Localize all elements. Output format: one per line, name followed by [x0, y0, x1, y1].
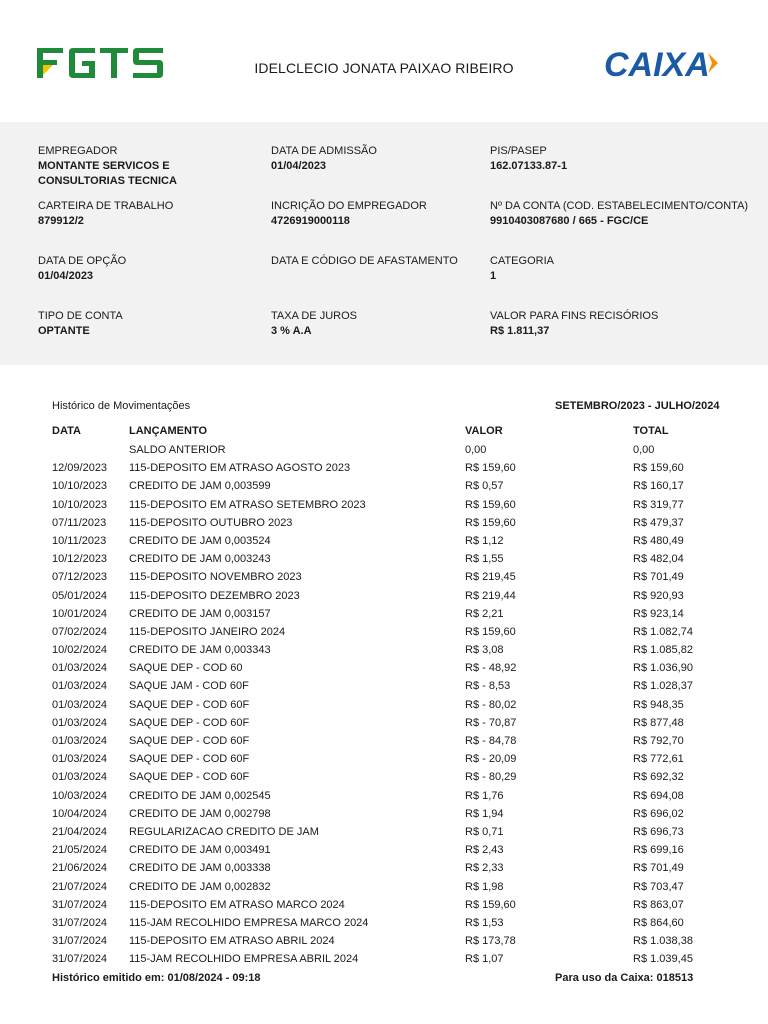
row-entry: SAQUE DEP - COD 60F — [129, 716, 250, 729]
row-total: R$ 1.038,38 — [633, 935, 693, 948]
row-date: 10/10/2023 — [52, 498, 108, 511]
document-header — [0, 0, 768, 122]
row-total: R$ 692,32 — [633, 771, 684, 784]
account-type-field: TIPO DE CONTA OPTANTE — [38, 310, 123, 337]
column-header-entry: LANÇAMENTO — [129, 425, 208, 437]
row-value: R$ 219,44 — [465, 589, 516, 602]
row-total: R$ 699,16 — [633, 844, 684, 857]
history-title: Histórico de Movimentações — [52, 400, 191, 412]
table-row — [0, 534, 768, 552]
row-value: R$ - 48,92 — [465, 662, 517, 675]
row-entry: CREDITO DE JAM 0,003243 — [129, 553, 271, 566]
row-entry: 115-DEPOSITO EM ATRASO ABRIL 2024 — [129, 935, 335, 948]
row-entry: CREDITO DE JAM 0,002798 — [129, 807, 271, 820]
account-holder-name: IDELCLECIO JONATA PAIXAO RIBEIRO — [254, 60, 514, 76]
account-number-field: Nº DA CONTA (COD. ESTABELECIMENTO/CONTA) 9910403087680 / 665 - FGC/CE — [490, 200, 749, 227]
row-total: R$ 701,49 — [633, 571, 684, 584]
table-row — [0, 734, 768, 752]
emission-timestamp: Histórico emitido em: 01/08/2024 - 09:18 — [52, 972, 261, 984]
column-header-date: DATA — [52, 425, 81, 437]
row-total: 0,00 — [633, 444, 655, 456]
row-total: R$ 159,60 — [633, 462, 684, 475]
caixa-use-code: Para uso da Caixa: 018513 — [555, 972, 694, 984]
row-value: R$ - 80,02 — [465, 698, 517, 711]
table-row — [0, 498, 768, 516]
row-total: R$ 694,08 — [633, 789, 684, 802]
table-row — [0, 898, 768, 916]
row-value: R$ 159,60 — [465, 498, 516, 511]
row-date: 07/12/2023 — [52, 571, 108, 584]
interest-rate-field: TAXA DE JUROS 3 % A.A — [271, 310, 357, 337]
table-row — [0, 843, 768, 861]
row-date: 10/02/2024 — [52, 644, 108, 657]
history-period: SETEMBRO/2023 - JULHO/2024 — [555, 400, 720, 412]
row-entry: 115-JAM RECOLHIDO EMPRESA ABRIL 2024 — [129, 953, 359, 966]
row-date: 31/07/2024 — [52, 916, 108, 929]
row-date: 01/03/2024 — [52, 753, 108, 766]
table-row — [0, 461, 768, 479]
table-row — [0, 661, 768, 679]
row-date: 31/07/2024 — [52, 935, 108, 948]
table-row — [0, 825, 768, 843]
row-date: 10/12/2023 — [52, 553, 108, 566]
employer-registration-field: INCRIÇÃO DO EMPREGADOR 4726919000118 — [271, 200, 427, 227]
row-date: 21/06/2024 — [52, 862, 108, 875]
row-total: R$ 319,77 — [633, 498, 684, 511]
table-row — [0, 752, 768, 770]
row-value: R$ - 70,87 — [465, 716, 517, 729]
caixa-logo-text: CAIXA — [604, 47, 710, 79]
row-total: R$ 479,37 — [633, 516, 684, 529]
row-entry: SAQUE DEP - COD 60F — [129, 735, 250, 747]
row-value: R$ 1,98 — [465, 880, 504, 893]
row-total: R$ 923,14 — [633, 607, 684, 620]
row-value: R$ - 8,53 — [465, 680, 511, 693]
row-entry: 115-DEPOSITO EM ATRASO MARCO 2024 — [129, 898, 345, 911]
row-entry: REGULARIZACAO CREDITO DE JAM — [129, 825, 319, 838]
row-value: R$ 219,45 — [465, 571, 516, 584]
row-date: 01/03/2024 — [52, 735, 108, 747]
table-row — [0, 443, 768, 461]
row-total: R$ 864,60 — [633, 916, 684, 929]
table-row — [0, 570, 768, 588]
row-total: R$ 482,04 — [633, 553, 684, 566]
table-row — [0, 716, 768, 734]
row-entry: 115-DEPOSITO JANEIRO 2024 — [129, 625, 286, 638]
row-date: 21/04/2024 — [52, 825, 108, 838]
row-entry: 115-DEPOSITO EM ATRASO SETEMBRO 2023 — [129, 498, 366, 511]
row-entry: SAQUE DEP - COD 60 — [129, 662, 243, 675]
row-entry: CREDITO DE JAM 0,003599 — [129, 480, 271, 493]
employer-value: MONTANTE SERVICOS E CONSULTORIAS TECNICA — [38, 160, 177, 187]
row-value: R$ 159,60 — [465, 898, 516, 911]
row-value: R$ 1,12 — [465, 534, 504, 547]
row-total: R$ 1.028,37 — [633, 680, 693, 693]
caixa-logo — [604, 47, 740, 79]
employer-field: EMPREGADOR MONTANTE SERVICOS E CONSULTORIAS TECNICA — [38, 144, 258, 189]
row-value: R$ 2,21 — [465, 607, 504, 620]
row-value: R$ - 84,78 — [465, 735, 517, 747]
table-row — [0, 552, 768, 570]
row-date: 31/07/2024 — [52, 953, 108, 966]
row-total: R$ 920,93 — [633, 589, 684, 602]
table-row — [0, 479, 768, 497]
column-header-total: TOTAL — [633, 425, 669, 437]
row-entry: 115-DEPOSITO DEZEMBRO 2023 — [129, 589, 300, 602]
row-total: R$ 948,35 — [633, 698, 684, 711]
row-value: R$ 2,43 — [465, 844, 504, 857]
table-row — [0, 916, 768, 934]
row-total: R$ 1.082,74 — [633, 625, 693, 638]
table-row — [0, 607, 768, 625]
row-total: R$ 1.039,45 — [633, 953, 693, 966]
row-date: 05/01/2024 — [52, 589, 108, 602]
row-total: R$ 792,70 — [633, 735, 684, 747]
row-value: R$ 2,33 — [465, 862, 504, 875]
account-info-panel — [0, 122, 768, 365]
row-value: R$ 1,55 — [465, 553, 504, 566]
row-entry: SAQUE DEP - COD 60F — [129, 771, 250, 784]
row-entry: CREDITO DE JAM 0,002545 — [129, 789, 271, 802]
row-entry: CREDITO DE JAM 0,003343 — [129, 644, 271, 657]
row-total: R$ 696,02 — [633, 807, 684, 820]
row-entry: CREDITO DE JAM 0,003491 — [129, 844, 271, 857]
row-value: R$ 0,71 — [465, 825, 504, 838]
table-row — [0, 770, 768, 788]
row-entry: 115-JAM RECOLHIDO EMPRESA MARCO 2024 — [129, 916, 369, 929]
row-entry: 115-DEPOSITO EM ATRASO AGOSTO 2023 — [129, 462, 351, 475]
row-value: R$ - 20,09 — [465, 753, 517, 766]
row-total: R$ 1.036,90 — [633, 662, 693, 675]
row-date: 10/04/2024 — [52, 807, 108, 820]
work-card-field: CARTEIRA DE TRABALHO 879912/2 — [38, 200, 174, 227]
row-entry: 115-DEPOSITO OUTUBRO 2023 — [129, 516, 293, 529]
row-value: R$ 3,08 — [465, 644, 504, 657]
table-row — [0, 880, 768, 898]
table-row — [0, 589, 768, 607]
row-entry: CREDITO DE JAM 0,003338 — [129, 862, 271, 875]
table-row — [0, 698, 768, 716]
row-date: 07/02/2024 — [52, 625, 108, 638]
row-date: 10/01/2024 — [52, 607, 108, 620]
table-row — [0, 934, 768, 952]
row-value: R$ 1,76 — [465, 789, 504, 802]
table-row — [0, 516, 768, 534]
row-date: 01/03/2024 — [52, 771, 108, 784]
row-entry: CREDITO DE JAM 0,003157 — [129, 607, 271, 620]
table-row — [0, 625, 768, 643]
row-total: R$ 863,07 — [633, 898, 684, 911]
row-date: 01/03/2024 — [52, 698, 108, 711]
row-entry: SAQUE DEP - COD 60F — [129, 753, 250, 766]
termination-value-field: VALOR PARA FINS RECISÓRIOS R$ 1.811,37 — [490, 310, 659, 337]
row-value: 0,00 — [465, 444, 487, 456]
row-entry: CREDITO DE JAM 0,002832 — [129, 880, 271, 893]
row-value: R$ 0,57 — [465, 480, 504, 493]
option-date-field: DATA DE OPÇÃO 01/04/2023 — [38, 255, 127, 282]
pis-pasep-field: PIS/PASEP 162.07133.87-1 — [490, 145, 568, 172]
row-total: R$ 701,49 — [633, 862, 684, 875]
row-value: R$ 1,07 — [465, 953, 504, 966]
admission-date-field: DATA DE ADMISSÃO 01/04/2023 — [271, 145, 377, 172]
row-date: 01/03/2024 — [52, 680, 108, 693]
row-value: R$ 1,53 — [465, 916, 504, 929]
row-entry: SALDO ANTERIOR — [129, 444, 226, 456]
row-value: R$ 1,94 — [465, 807, 504, 820]
row-date: 10/11/2023 — [52, 534, 107, 547]
row-date: 21/07/2024 — [52, 880, 108, 893]
table-row — [0, 861, 768, 879]
row-total: R$ 877,48 — [633, 716, 684, 729]
row-entry: SAQUE JAM - COD 60F — [129, 680, 249, 693]
table-row — [0, 952, 768, 970]
row-date: 10/10/2023 — [52, 480, 108, 493]
row-total: R$ 703,47 — [633, 880, 684, 893]
row-value: R$ 159,60 — [465, 625, 516, 638]
row-value: R$ 173,78 — [465, 935, 516, 948]
row-date: 21/05/2024 — [52, 844, 108, 857]
table-row — [0, 679, 768, 697]
row-date: 07/11/2023 — [52, 516, 107, 529]
row-entry: CREDITO DE JAM 0,003524 — [129, 534, 271, 547]
row-entry: 115-DEPOSITO NOVEMBRO 2023 — [129, 571, 302, 584]
row-total: R$ 696,73 — [633, 825, 684, 838]
leave-date-code-field: DATA E CÓDIGO DE AFASTAMENTO — [271, 255, 458, 267]
table-row — [0, 789, 768, 807]
row-total: R$ 772,61 — [633, 753, 684, 766]
row-value: R$ 159,60 — [465, 516, 516, 529]
row-date: 31/07/2024 — [52, 898, 108, 911]
row-total: R$ 480,49 — [633, 534, 684, 547]
row-value: R$ 159,60 — [465, 462, 516, 475]
row-entry: SAQUE DEP - COD 60F — [129, 698, 250, 711]
row-date: 01/03/2024 — [52, 716, 108, 729]
table-row — [0, 807, 768, 825]
history-table-body — [0, 443, 768, 970]
row-date: 12/09/2023 — [52, 462, 108, 475]
table-row — [0, 643, 768, 661]
column-header-value: VALOR — [465, 425, 503, 437]
row-total: R$ 1.085,82 — [633, 644, 693, 657]
row-total: R$ 160,17 — [633, 480, 684, 493]
row-date: 01/03/2024 — [52, 662, 108, 675]
category-field: CATEGORIA 1 — [490, 255, 554, 282]
row-value: R$ - 80,29 — [465, 771, 517, 784]
row-date: 10/03/2024 — [52, 789, 108, 802]
